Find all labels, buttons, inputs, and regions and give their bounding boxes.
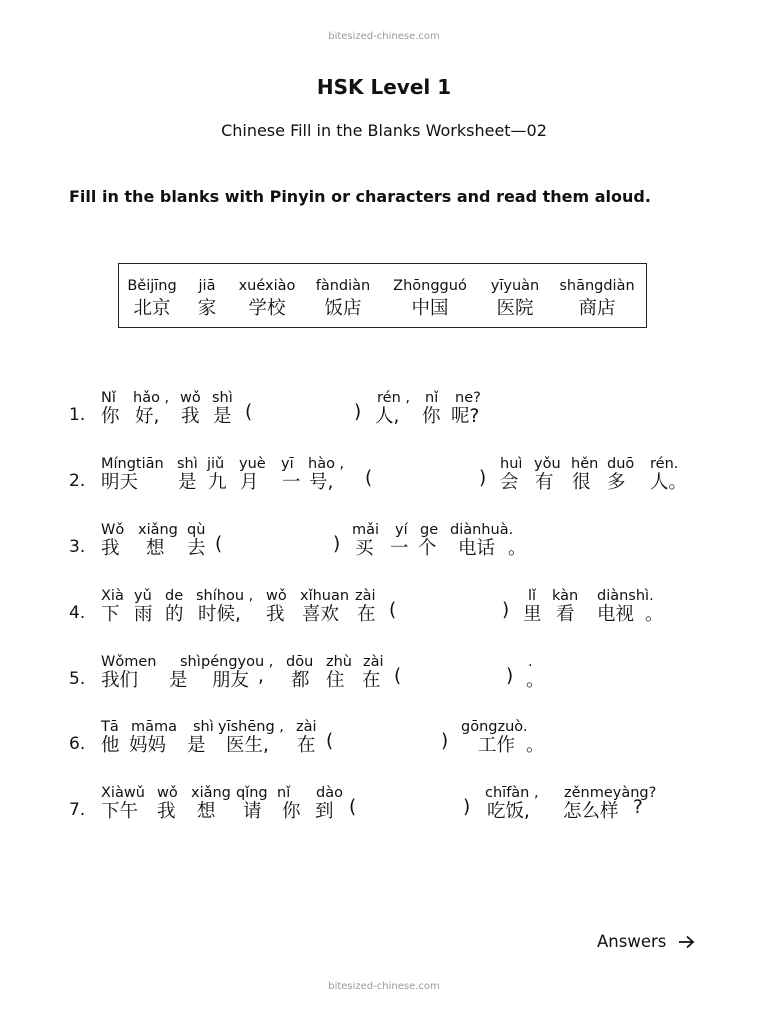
question-pinyin-token: yuè <box>239 456 266 472</box>
word-bank-hanzi: 中国 <box>411 298 449 319</box>
question-pinyin-token: rén. <box>650 456 679 472</box>
question-hanzi-token: , <box>258 666 264 687</box>
question-hanzi-token: 时候, <box>198 604 241 625</box>
question-pinyin-token: Nǐ <box>101 390 116 406</box>
question-pinyin-token: xiǎng <box>138 522 178 538</box>
question-hanzi-token: 很 <box>572 472 591 493</box>
question-pinyin-token: qù <box>187 522 206 538</box>
question-pinyin-token: zhù <box>326 654 352 670</box>
answer-blank-paren: ( <box>365 468 373 489</box>
question-hanzi-token: 我 <box>157 801 176 822</box>
question-pinyin-token: xǐhuan <box>300 588 350 604</box>
question-hanzi-token: 朋友 <box>212 670 250 691</box>
question-pinyin-token: shì <box>180 654 201 670</box>
word-bank-hanzi: 医院 <box>496 298 534 319</box>
question-pinyin-token: wǒ <box>266 588 287 604</box>
question-hanzi-token: 好, <box>135 406 160 427</box>
arrow-right-icon[interactable] <box>678 935 696 949</box>
question-hanzi-token: 是 <box>213 406 232 427</box>
question-pinyin-token: xiǎng <box>191 785 231 801</box>
question-pinyin-token: diànhuà. <box>450 522 514 538</box>
question-hanzi-token: 我 <box>266 604 285 625</box>
worksheet-title: HSK Level 1 <box>316 75 452 99</box>
word-bank-hanzi: 北京 <box>133 298 171 319</box>
question-hanzi-token: 在 <box>357 604 376 625</box>
question-hanzi-token: 你 <box>422 406 441 427</box>
question-hanzi-token: 。 <box>526 670 545 691</box>
question-hanzi-token: 在 <box>297 735 316 756</box>
question-hanzi-token: 。 <box>645 604 664 625</box>
question-pinyin-token: yīshēng , <box>218 719 284 735</box>
question-hanzi-token: 去 <box>187 538 206 559</box>
question-hanzi-token: 电话 <box>458 538 496 559</box>
question-number: 5. <box>69 669 86 689</box>
question-number: 4. <box>69 603 86 623</box>
question-hanzi-token: 个 <box>418 538 437 559</box>
question-hanzi-token: 他 <box>101 735 120 756</box>
question-hanzi-token: 想 <box>146 538 165 559</box>
question-pinyin-token: shíhou , <box>196 588 254 604</box>
question-number: 6. <box>69 734 86 754</box>
answer-blank-paren: ) <box>354 402 362 423</box>
site-url-header: bitesized-chinese.com <box>328 31 440 42</box>
question-pinyin-token: shì <box>212 390 233 406</box>
question-hanzi-token: 我 <box>181 406 200 427</box>
question-pinyin-token: rén , <box>377 390 410 406</box>
question-hanzi-token: 人, <box>375 406 400 427</box>
question-pinyin-token: Wǒ <box>101 522 125 538</box>
question-hanzi-token: 会 <box>500 472 519 493</box>
word-bank-hanzi: 商店 <box>578 298 616 319</box>
answer-blank-paren: ) <box>479 468 487 489</box>
question-pinyin-token: péngyou , <box>201 654 274 670</box>
question-hanzi-token: ? <box>633 797 643 818</box>
question-pinyin-token: de <box>165 588 184 604</box>
question-hanzi-token: 我们 <box>101 670 139 691</box>
question-hanzi-token: 你 <box>282 801 301 822</box>
question-hanzi-token: 一 <box>282 472 301 493</box>
question-hanzi-token: 你 <box>101 406 120 427</box>
question-hanzi-token: 喜欢 <box>302 604 340 625</box>
word-bank-pinyin: Zhōngguó <box>393 278 467 294</box>
question-pinyin-token: wǒ <box>180 390 201 406</box>
word-bank-pinyin: shāngdiàn <box>559 278 635 294</box>
question-pinyin-token: zài <box>296 719 317 735</box>
answer-blank-paren: ( <box>349 797 357 818</box>
question-pinyin-token: . <box>528 654 533 670</box>
question-pinyin-token: māma <box>131 719 178 735</box>
question-hanzi-token: 明天 <box>101 472 139 493</box>
question-hanzi-token: 工作 <box>478 735 516 756</box>
answer-blank-paren: ( <box>215 534 223 555</box>
word-bank-pinyin: xuéxiào <box>238 278 296 294</box>
question-pinyin-token: hào , <box>308 456 345 472</box>
question-pinyin-token: duō <box>607 456 635 472</box>
word-bank-pinyin: yīyuàn <box>490 278 540 294</box>
question-hanzi-token: 到 <box>315 801 334 822</box>
question-pinyin-token: wǒ <box>157 785 178 801</box>
question-hanzi-token: 住 <box>326 670 345 691</box>
answers-link[interactable]: Answers <box>597 932 667 951</box>
question-hanzi-token: 呢? <box>451 406 480 427</box>
question-hanzi-token: 看 <box>556 604 575 625</box>
answer-blank-paren: ( <box>394 666 402 687</box>
word-bank-box <box>118 263 647 328</box>
answer-blank-paren: ) <box>463 797 471 818</box>
question-pinyin-token: chīfàn , <box>485 785 539 801</box>
question-hanzi-token: 都 <box>291 670 310 691</box>
question-pinyin-token: zài <box>355 588 376 604</box>
word-bank-hanzi: 家 <box>197 298 217 319</box>
question-pinyin-token: jiǔ <box>207 456 225 472</box>
question-pinyin-token: nǐ <box>277 785 291 801</box>
question-pinyin-token: Xiàwǔ <box>101 785 145 801</box>
question-pinyin-token: kàn <box>552 588 579 604</box>
question-pinyin-token: yǒu <box>534 456 561 472</box>
question-pinyin-token: qǐng <box>236 785 268 801</box>
question-hanzi-token: 电视 <box>597 604 635 625</box>
question-pinyin-token: gōngzuò. <box>461 719 528 735</box>
question-pinyin-token: huì <box>500 456 523 472</box>
question-pinyin-token: zài <box>363 654 384 670</box>
answer-blank-paren: ( <box>389 600 397 621</box>
question-number: 2. <box>69 471 86 491</box>
question-pinyin-token: nǐ <box>425 390 439 406</box>
question-hanzi-token: 。 <box>526 735 545 756</box>
word-bank-pinyin: Běijīng <box>127 278 177 294</box>
question-hanzi-token: 雨 <box>134 604 153 625</box>
instruction-text: Fill in the blanks with Pinyin or characters and read them aloud. <box>69 187 651 206</box>
question-pinyin-token: diànshì. <box>597 588 654 604</box>
question-hanzi-token: 我 <box>101 538 120 559</box>
word-bank-pinyin: jiā <box>198 278 216 294</box>
question-pinyin-token: lǐ <box>528 588 537 604</box>
question-pinyin-token: hěn <box>571 456 599 472</box>
question-hanzi-token: 在 <box>362 670 381 691</box>
question-pinyin-token: ne? <box>455 390 481 406</box>
question-hanzi-token: 里 <box>523 604 542 625</box>
site-url-footer: bitesized-chinese.com <box>328 981 440 992</box>
word-bank-hanzi: 学校 <box>248 298 286 319</box>
question-pinyin-token: yǔ <box>134 588 152 604</box>
question-hanzi-token: 号, <box>309 472 334 493</box>
question-hanzi-token: 是 <box>169 670 188 691</box>
answer-blank-paren: ) <box>441 731 449 752</box>
answer-blank-paren: ) <box>502 600 510 621</box>
question-pinyin-token: hǎo , <box>133 390 170 406</box>
question-hanzi-token: 怎么样 <box>563 801 619 822</box>
question-pinyin-token: shì <box>193 719 214 735</box>
question-pinyin-token: Wǒmen <box>101 654 157 670</box>
question-pinyin-token: zěnmeyàng? <box>564 785 657 801</box>
question-pinyin-token: yí <box>395 522 408 538</box>
question-hanzi-token: 月 <box>240 472 259 493</box>
question-hanzi-token: 买 <box>355 538 374 559</box>
answer-blank-paren: ( <box>245 402 253 423</box>
question-hanzi-token: 吃饭, <box>487 801 530 822</box>
answer-blank-paren: ) <box>333 534 341 555</box>
question-number: 1. <box>69 405 86 425</box>
worksheet-subtitle: Chinese Fill in the Blanks Worksheet—02 <box>221 121 547 140</box>
answer-blank-paren: ( <box>326 731 334 752</box>
question-number: 7. <box>69 800 86 820</box>
question-hanzi-token: 请 <box>243 801 262 822</box>
question-pinyin-token: Xià <box>101 588 124 604</box>
answer-blank-paren: ) <box>506 666 514 687</box>
question-pinyin-token: shì <box>177 456 198 472</box>
question-hanzi-token: 想 <box>197 801 216 822</box>
question-hanzi-token: 医生, <box>226 735 269 756</box>
question-hanzi-token: 是 <box>178 472 197 493</box>
question-hanzi-token: 一 <box>390 538 409 559</box>
question-hanzi-token: 有 <box>535 472 554 493</box>
question-hanzi-token: 下午 <box>101 801 139 822</box>
word-bank-pinyin: fàndiàn <box>315 278 371 294</box>
question-number: 3. <box>69 537 86 557</box>
word-bank-hanzi: 饭店 <box>324 298 362 319</box>
question-hanzi-token: 是 <box>187 735 206 756</box>
question-pinyin-token: dōu <box>286 654 314 670</box>
question-pinyin-token: ge <box>420 522 439 538</box>
question-hanzi-token: 妈妈 <box>129 735 167 756</box>
question-hanzi-token: 。 <box>508 538 527 559</box>
question-hanzi-token: 的 <box>165 604 184 625</box>
question-hanzi-token: 多 <box>607 472 626 493</box>
question-pinyin-token: mǎi <box>352 522 380 538</box>
question-pinyin-token: Míngtiān <box>101 456 164 472</box>
question-hanzi-token: 人。 <box>650 472 688 493</box>
question-pinyin-token: Tā <box>101 719 119 735</box>
question-hanzi-token: 下 <box>101 604 120 625</box>
question-pinyin-token: yī <box>281 456 294 472</box>
question-hanzi-token: 九 <box>208 472 227 493</box>
question-pinyin-token: dào <box>316 785 343 801</box>
